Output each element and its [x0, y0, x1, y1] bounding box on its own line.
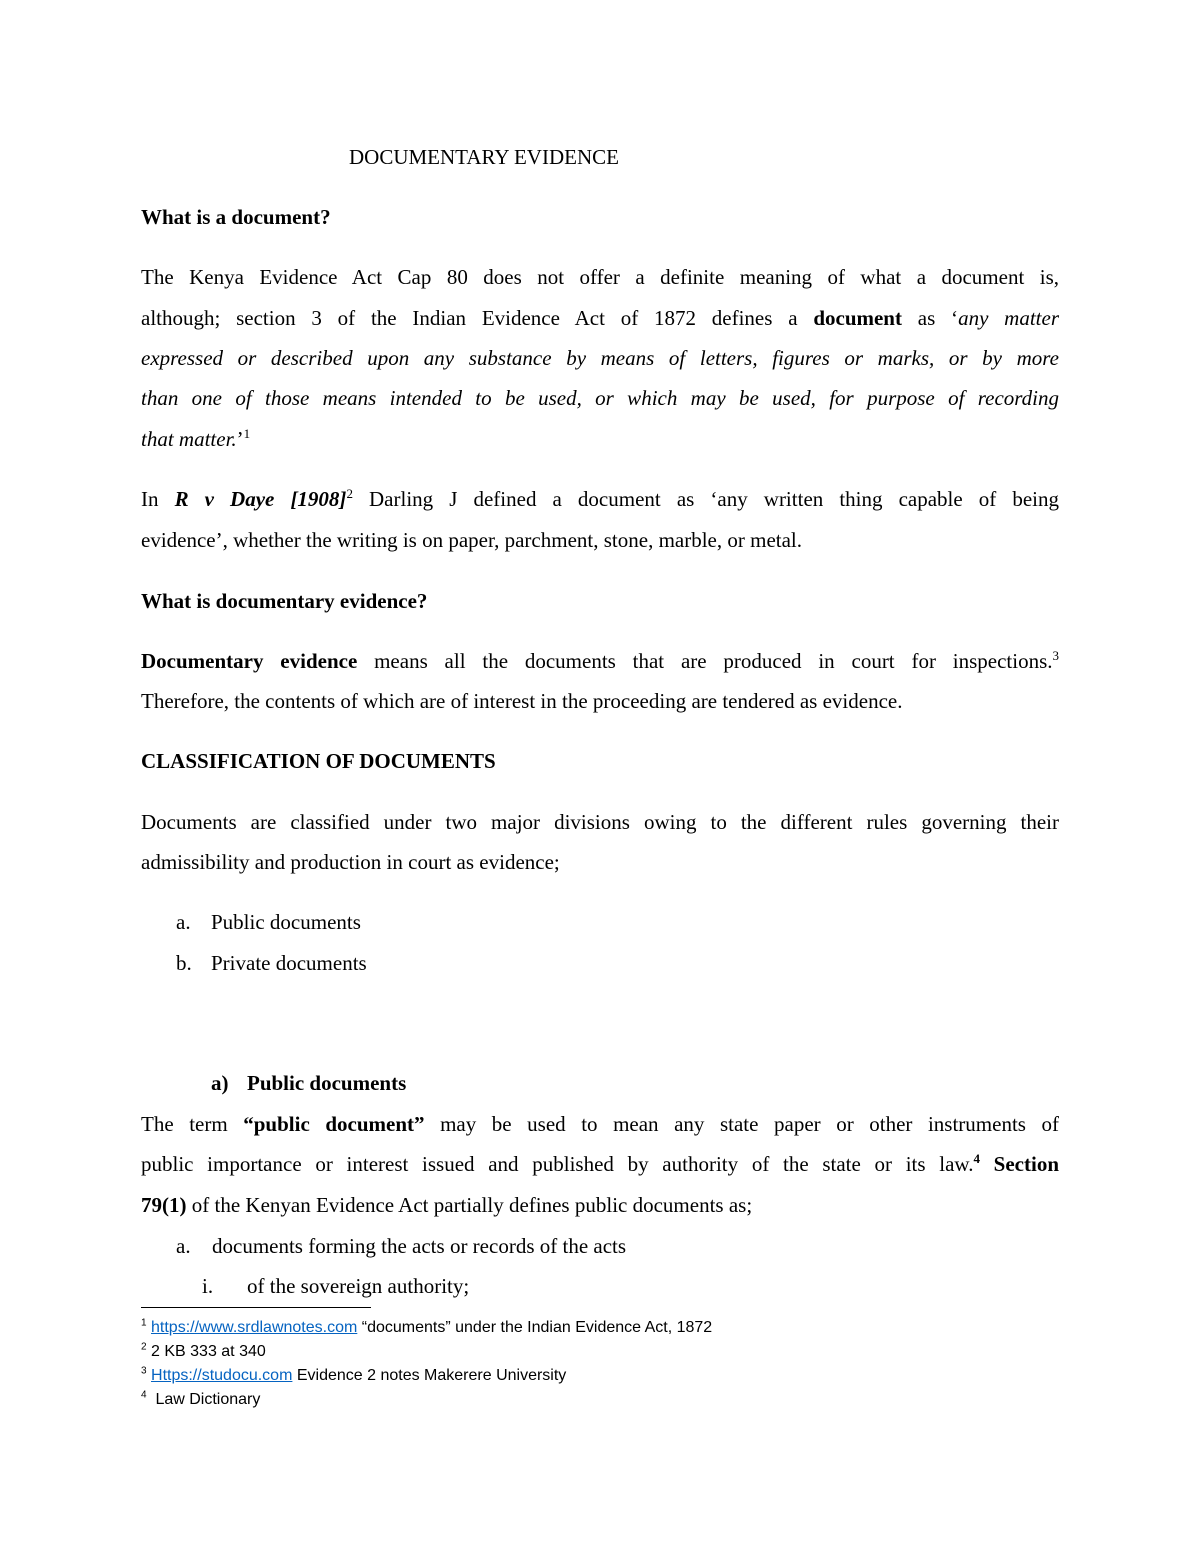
footnote-ref[interactable]: 3	[1052, 648, 1060, 663]
term-document: document	[813, 306, 902, 330]
paragraph-line: admissibility and production in court as evidence;	[141, 850, 560, 874]
term-documentary-evidence: Documentary evidence	[141, 649, 358, 673]
paragraph-line: 79(1) of the Kenyan Evidence Act partially defines public documents as;	[141, 1193, 753, 1217]
footnote-ref[interactable]: 4	[973, 1151, 980, 1166]
paragraph-line: expressed or described upon any substance by means of letters, figures or marks, or by more	[141, 346, 1059, 370]
list-item: a. Public documents	[176, 910, 361, 934]
paragraph-line: Documents are classified under two major divisions owing to the different rules governing their	[141, 810, 1059, 834]
paragraph-line: Documentary evidence means all the documents that are produced in court for inspections.$^3$	[141, 648, 1060, 673]
paragraph-line: evidence’, whether the writing is on paper, parchment, stone, marble, or metal.	[141, 528, 803, 552]
paragraph-line: The Kenya Evidence Act Cap 80 does not offer a definite meaning of what a document is,	[141, 265, 1059, 289]
list-item: a. documents forming the acts or records of the acts	[176, 1234, 627, 1258]
paragraph-line: In R v Daye $[1908]^2$ Darling J defined a document as ‘any written thing capable of being	[141, 486, 1059, 511]
list-item: b. Private documents	[176, 951, 367, 975]
footnote: $^3$ Https://studocu.com Evidence 2 notes Makerere University	[141, 1365, 567, 1384]
paragraph-line: public importance or interest issued and published by authority of the state or its law.$^4$ Section	[141, 1151, 1059, 1176]
case-name: R v Daye [1908]	[174, 487, 347, 511]
document-title: DOCUMENTARY EVIDENCE	[349, 145, 619, 169]
section-heading-classification: CLASSIFICATION OF DOCUMENTS	[141, 749, 496, 773]
paragraph-line: Therefore, the contents of which are of interest in the proceeding are tendered as evidence.	[141, 689, 903, 713]
list-item: i. of the sovereign authority;	[202, 1274, 470, 1298]
footnote: $^4$ Law Dictionary	[141, 1389, 261, 1408]
footnote: $^2$ 2 KB 333 at 340	[141, 1341, 266, 1360]
question-heading-documentary-evidence: What is documentary evidence?	[141, 589, 428, 613]
section-reference: 79(1)	[141, 1193, 187, 1217]
footnote-ref[interactable]: 2	[346, 486, 353, 501]
question-heading-document: What is a document?	[141, 205, 331, 229]
footnote-ref[interactable]: 1	[243, 426, 251, 441]
subsection-heading-public-documents: a) Public documents	[211, 1071, 407, 1095]
paragraph-line: The term “public document” may be used to mean any state paper or other instruments of	[141, 1112, 1059, 1136]
footnote-separator	[141, 1307, 371, 1308]
footnote-link[interactable]: https://www.srdlawnotes.com	[151, 1319, 358, 1336]
paragraph-line: although; section 3 of the Indian Evidence Act of 1872 defines a document as ‘any matter	[141, 306, 1059, 330]
paragraph-line: than one of those means intended to be used, or which may be used, for purpose of recording	[141, 386, 1059, 410]
footnote-link[interactable]: Https://studocu.com	[151, 1367, 293, 1384]
footnote: $^1$ https://www.srdlawnotes.com “documents” under the Indian Evidence Act, 1872	[141, 1317, 713, 1336]
paragraph-line: that matter.’$^1$	[141, 426, 251, 451]
term-public-document: “public document”	[243, 1112, 425, 1136]
